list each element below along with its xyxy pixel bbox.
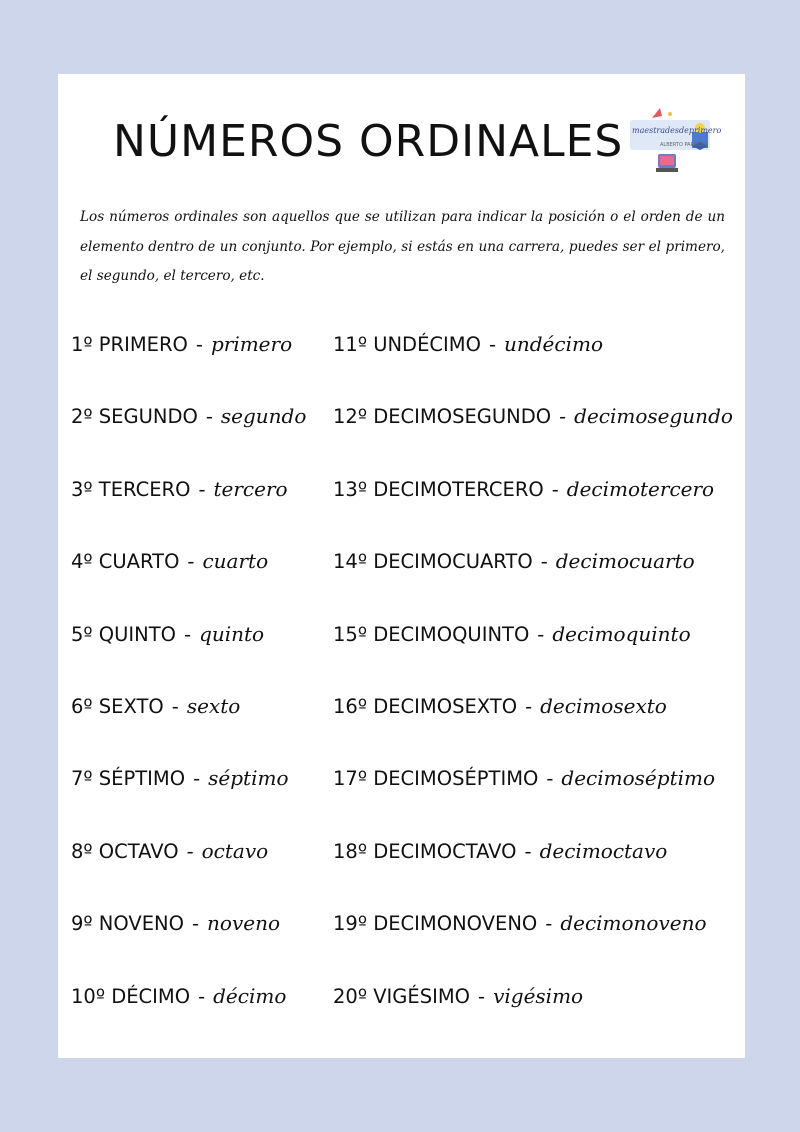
ordinal-label: 18º DECIMOCTAVO <box>333 839 517 863</box>
ordinal-cursive: tercero <box>213 476 288 501</box>
ordinal-separator: - <box>198 984 206 1008</box>
ordinal-separator: - <box>184 622 192 646</box>
ordinal-label: 12º DECIMOSEGUNDO <box>333 405 552 429</box>
worksheet-page <box>58 74 745 1058</box>
ordinal-label: 17º DECIMOSÉPTIMO <box>333 767 539 791</box>
ordinal-label: 7º SÉPTIMO <box>71 767 186 791</box>
ordinal-separator: - <box>545 912 553 936</box>
ordinal-separator: - <box>559 405 567 429</box>
ordinal-separator: - <box>551 477 559 501</box>
ordinal-cursive: primero <box>210 332 293 356</box>
ordinal-row-right <box>333 332 603 356</box>
ordinal-cursive: vigésimo <box>493 983 584 1008</box>
ordinal-label: 5º QUINTO <box>71 622 177 646</box>
ordinal-label: 3º TERCERO <box>71 477 191 501</box>
logo-wordmark: maestradesdeprimero <box>632 126 722 135</box>
ordinal-separator: - <box>488 333 496 356</box>
ordinal-separator: - <box>171 695 179 718</box>
ordinal-row-left <box>71 404 306 428</box>
ordinal-cursive: noveno <box>207 911 281 936</box>
ordinal-cursive: decimosegundo <box>574 404 733 429</box>
ordinal-separator: - <box>193 767 201 791</box>
ordinal-label: 10º DÉCIMO <box>71 984 191 1008</box>
ordinal-separator: - <box>537 622 545 646</box>
ordinal-cursive: decimocuarto <box>555 549 695 574</box>
ordinal-separator: - <box>478 984 486 1008</box>
ordinal-separator: - <box>191 912 200 936</box>
ordinal-cursive: decimonoveno <box>560 911 707 936</box>
ordinal-row-left <box>71 549 268 573</box>
ordinal-row-right <box>333 911 707 935</box>
ordinal-row-left <box>71 839 268 863</box>
ordinal-row-left <box>71 622 264 646</box>
ordinal-row-right <box>333 549 695 573</box>
ordinal-cursive: cuarto <box>202 549 269 574</box>
logo-subtitle: ALBERTO PAREDES <box>660 142 708 148</box>
ordinal-label: 13º DECIMOTERCERO <box>333 477 544 501</box>
page-title: NÚMEROS ORDINALES <box>113 116 624 167</box>
ordinal-cursive: decimoséptimo <box>561 766 716 791</box>
ordinal-separator: - <box>195 333 203 356</box>
ordinal-cursive: sexto <box>186 694 241 718</box>
ordinal-label: 8º OCTAVO <box>71 839 179 863</box>
ordinal-cursive: decimoquinto <box>552 621 691 646</box>
ordinal-cursive: décimo <box>213 983 287 1008</box>
ordinal-separator: - <box>205 405 213 429</box>
ordinal-row-right <box>333 694 667 718</box>
ordinal-row-right <box>333 839 667 863</box>
ordinal-row-left <box>71 477 288 501</box>
ordinal-label: 6º SEXTO <box>71 695 164 718</box>
ordinal-cursive: decimotercero <box>566 476 715 501</box>
ordinal-row-left <box>71 911 280 935</box>
ordinal-row-left <box>71 694 240 718</box>
ordinal-separator: - <box>187 550 195 574</box>
ordinal-label: 2º SEGUNDO <box>71 405 198 429</box>
ordinal-cursive: quinto <box>199 621 265 646</box>
ordinal-cursive: segundo <box>220 404 307 429</box>
ordinal-row-left <box>71 332 292 356</box>
ordinal-row-right <box>333 477 714 501</box>
ordinal-label: 16º DECIMOSEXTO <box>333 695 518 718</box>
ordinal-cursive: decimoctavo <box>539 838 668 863</box>
brand-logo <box>630 106 722 182</box>
ordinal-separator: - <box>198 477 206 501</box>
ordinal-label: 20º VIGÉSIMO <box>333 984 471 1008</box>
ordinal-row-left <box>71 766 288 790</box>
ordinal-cursive: octavo <box>201 838 269 863</box>
ordinal-label: 11º UNDÉCIMO <box>333 333 481 356</box>
ordinal-separator: - <box>186 839 194 863</box>
ordinal-row-right <box>333 622 691 646</box>
ordinal-label: 19º DECIMONOVENO <box>333 912 538 936</box>
ordinal-separator: - <box>525 695 533 718</box>
ordinal-label: 9º NOVENO <box>71 912 184 936</box>
ordinal-separator: - <box>524 839 532 863</box>
ordinal-row-right <box>333 404 733 428</box>
ordinal-separator: - <box>540 550 548 574</box>
ordinal-row-right <box>333 766 715 790</box>
ordinal-cursive: undécimo <box>503 332 603 356</box>
ordinal-cursive: séptimo <box>208 766 289 791</box>
intro-paragraph: Los números ordinales son aquellos que se utilizan para indicar la posición o el orden de un elemento dentro de un conjunto. Por ejemplo, si estás en una carrera, puedes ser el primero, el segundo, el tercero, etc. <box>80 209 725 284</box>
ordinal-row-left <box>71 984 286 1008</box>
ordinal-label: 15º DECIMOQUINTO <box>333 622 530 646</box>
ordinal-separator: - <box>546 767 554 791</box>
ordinal-cursive: decimosexto <box>540 694 667 718</box>
ordinal-label: 14º DECIMOCUARTO <box>333 550 533 574</box>
ordinal-label: 1º PRIMERO <box>71 333 188 356</box>
ordinal-label: 4º CUARTO <box>71 550 180 574</box>
ordinal-row-right <box>333 984 583 1008</box>
